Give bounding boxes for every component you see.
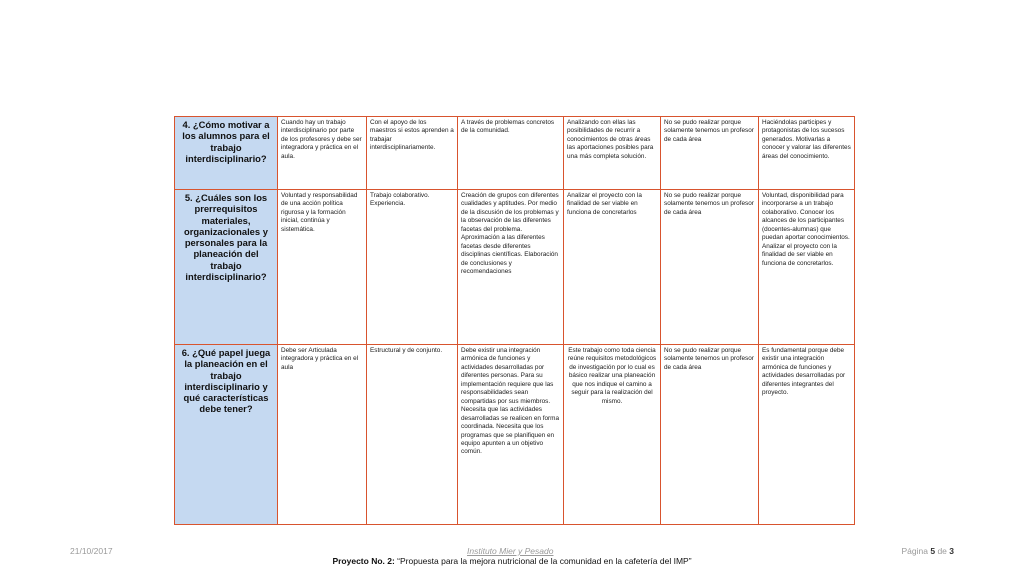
footer-institution: Instituto Mier y Pesado — [467, 546, 554, 556]
question-cell: 5. ¿Cuáles son los prerrequisitos materiales, organizacionales y personales para la planeación del trabajo interdisciplinario? — [175, 190, 278, 345]
table-row — [175, 345, 855, 525]
footer-page-number — [902, 546, 955, 556]
answer-cell: Este trabajo como toda ciencia reúne requisitos metodológicos de investigación por lo cual es básico realizar una planeación que nos indique el camino a seguir para la realización del mismo. — [564, 345, 661, 525]
answer-cell: No se pudo realizar porque solamente tenemos un profesor de cada área — [661, 345, 759, 525]
answer-cell: Debe ser Articulada integradora y práctica en el aula — [278, 345, 367, 525]
answer-cell: Es fundamental porque debe existir una integración armónica de funciones y actividades desarrolladas por diferentes integrantes del proyecto. — [759, 345, 855, 525]
answer-cell: Con el apoyo de los maestros si estos aprenden a trabajar interdisciplinariamente. — [367, 117, 458, 190]
answer-cell: Creación de grupos con diferentes cualidades y aptitudes. Por medio de la discusión de los problemas y la observación de las diferentes facetas del problema. Aproximación a las diferentes facetas desde diferentes disciplinas científicas. Elaboración de conclusiones y recomendaciones — [458, 190, 564, 345]
answer-cell: Estructural y de conjunto. — [367, 345, 458, 525]
answer-cell: No se pudo realizar porque solamente tenemos un profesor de cada área — [661, 117, 759, 190]
answer-cell: Cuando hay un trabajo interdisciplinario por parte de los profesores y debe ser integradora y práctica en el aula. — [278, 117, 367, 190]
answer-cell: Analizando con ellas las posibilidades de recurrir a conocimientos de otras áreas las aportaciones posibles para una más completa solución. — [564, 117, 661, 190]
table-row — [175, 190, 855, 345]
answer-cell: Voluntad, disponibilidad para incorporarse a un trabajo colaborativo. Conocer los alcances de los participantes (docentes-alumnas) que puedan aportar conocimientos. Analizar el proyecto con la finalidad de ser viable en funciona de concretarlos. — [759, 190, 855, 345]
answer-cell: Haciéndolas participes y protagonistas de los sucesos generados. Motivarlas a conocer y valorar las diferentes áreas del conocimiento. — [759, 117, 855, 190]
page-middle: de — [935, 546, 950, 556]
project-label: Proyecto No. 2: — [332, 556, 395, 566]
page-current: 5 — [930, 546, 936, 556]
planning-table — [174, 116, 855, 525]
page-prefix: Página — [901, 546, 931, 556]
answer-cell: Trabajo colaborativo. Experiencia. — [367, 190, 458, 345]
page-total: 3 — [949, 546, 954, 556]
question-cell: 4. ¿Cómo motivar a los alumnos para el trabajo interdisciplinario? — [175, 117, 278, 190]
question-cell: 6. ¿Qué papel juega la planeación en el trabajo interdisciplinario y qué características debe tener? — [175, 345, 278, 525]
table-row — [175, 117, 855, 190]
answer-cell: Analizar el proyecto con la finalidad de ser viable en funciona de concretarlos — [564, 190, 661, 345]
footer-project — [0, 556, 1024, 566]
answer-cell: Debe existir una integración armónica de funciones y actividades desarrolladas por diferentes personas. Para su implementación requiere que las responsabilidades sean compartidas por sus miembros. Necesita que las actividades desarrolladas se realicen en forma coordinada. Necesita que los programas que se planifiquen en equipo apunten a un objetivo común. — [458, 345, 564, 525]
project-title: “Propuesta para la mejora nutricional de la comunidad en la cafetería del IMP” — [394, 556, 692, 566]
answer-cell: A través de problemas concretos de la comunidad. — [458, 117, 564, 190]
answer-cell: No se pudo realizar porque solamente tenemos un profesor de cada área — [661, 190, 759, 345]
answer-cell: Voluntad y responsabilidad de una acción política rigurosa y la formación inicial, continúa y sistemática. — [278, 190, 367, 345]
footer-date: 21/10/2017 — [70, 546, 113, 556]
